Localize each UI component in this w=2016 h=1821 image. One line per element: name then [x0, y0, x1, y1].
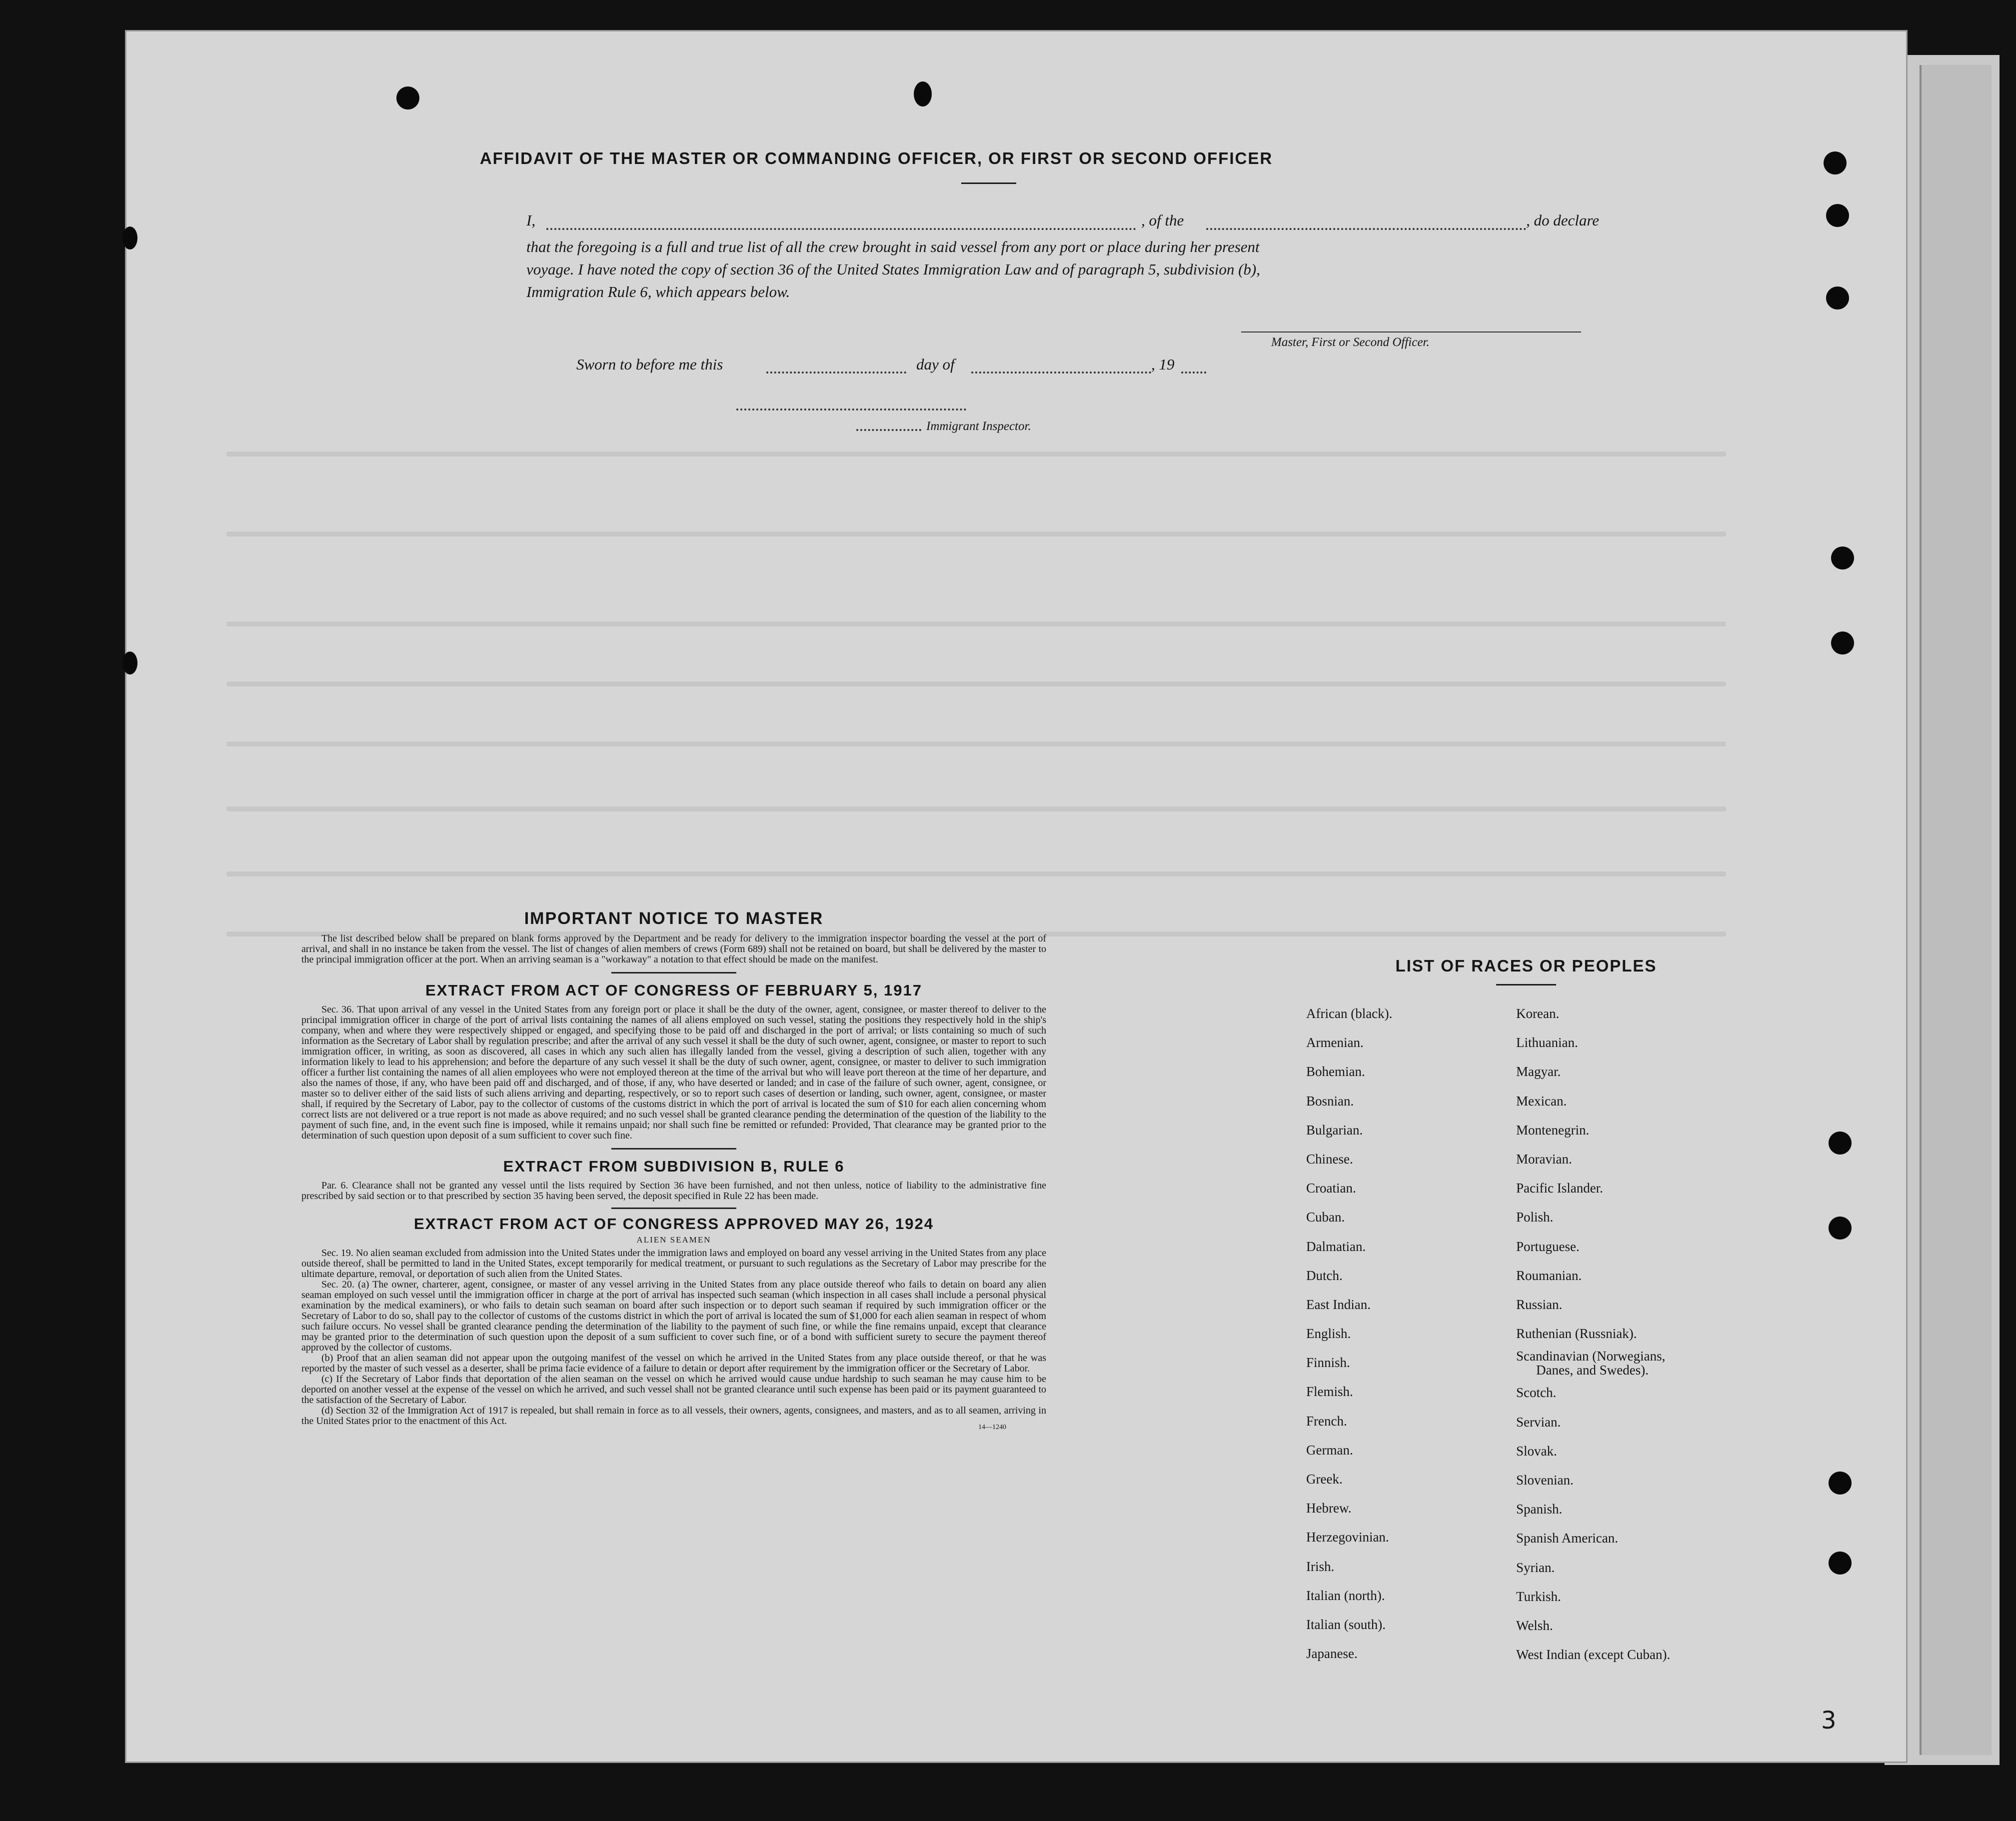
- day-of-label: day of: [916, 356, 955, 373]
- race-item: Croatian.: [1306, 1180, 1356, 1196]
- section-rule: [611, 1148, 736, 1150]
- sworn-label: Sworn to before me this: [576, 356, 723, 373]
- corner-mark: 3: [1821, 1706, 1837, 1734]
- race-item: Roumanian.: [1516, 1268, 1582, 1283]
- race-item: Herzegovinian.: [1306, 1530, 1389, 1545]
- race-item: Polish.: [1516, 1210, 1554, 1225]
- affidavit-title: AFFIDAVIT OF THE MASTER OR COMMANDING OFFICER, OR FIRST OR SECOND OFFICER: [479, 149, 1273, 168]
- races-title-rule: [1496, 984, 1556, 986]
- punch-hole: [1826, 204, 1849, 227]
- extract-rule6-text: Par. 6. Clearance shall not be granted any vessel until the lists required by Section 36 have been furnished, and not then unless, notice of liability to the administrative fine prescribed by said section or to that prescribed by section 35 having been served, the deposit specified in Rule 22 has been made.: [301, 1180, 1046, 1202]
- sec20a-text: Sec. 20. (a) The owner, charterer, agent, consignee, or master of any vessel arriving in the United States from any place outside thereof who fails to detain on board any alien seaman employed on such vessel until the immigration officer in charge at the port of arrival has inspected such seaman (which inspection in all cases shall include a personal physical examination by the medical examiners), or who fails to detain such seaman on board after such inspection or to deport such seaman if required by such immigration officer or the Secretary of Labor to do so, shall pay to the collector of customs of the customs district in which the port of arrival is located the sum of $1,000 for each alien seaman in respect of whom such failure occurs. No vessel shall be granted clearance pending the determination of the liability to the payment of such fine, or while the fine remains unpaid, except that clearance may be granted prior to the determination of such question upon the deposit of a sum sufficient to cover such fine, or of a bond with sufficient surety to secure the payment thereof approved by the collector of customs.: [301, 1279, 1046, 1353]
- extract-1924-title: EXTRACT FROM ACT OF CONGRESS APPROVED MAY 26, 1924: [414, 1215, 934, 1232]
- race-item: Armenian.: [1306, 1035, 1364, 1050]
- race-item: Bulgarian.: [1306, 1122, 1363, 1138]
- section-rule: [611, 972, 736, 974]
- race-item: Russian.: [1516, 1296, 1563, 1312]
- section-rule: [611, 1208, 736, 1209]
- form-number: 14—1240: [978, 1424, 1006, 1431]
- race-item: Greek.: [1306, 1472, 1343, 1486]
- extract-rule6-title: EXTRACT FROM SUBDIVISION B, RULE 6: [503, 1158, 845, 1175]
- bleed-through: [226, 682, 1726, 686]
- race-item: Hebrew.: [1306, 1500, 1352, 1516]
- punch-hole: [396, 86, 419, 110]
- race-item: Slovenian.: [1516, 1472, 1574, 1488]
- race-item: West Indian (except Cuban).: [1516, 1647, 1671, 1662]
- race-item: Bohemian.: [1306, 1064, 1365, 1080]
- race-item: Ruthenian (Russniak).: [1516, 1326, 1637, 1342]
- race-item: Dutch.: [1306, 1268, 1343, 1283]
- race-item: Italian (north).: [1306, 1588, 1385, 1603]
- notice-title: IMPORTANT NOTICE TO MASTER: [524, 909, 824, 928]
- race-item: Cuban.: [1306, 1210, 1345, 1225]
- punch-hole: [122, 226, 137, 250]
- extract-1917-text: Sec. 36. That upon arrival of any vessel in the United States from any foreign port or place it shall be the duty of the owner, agent, consignee, or master thereof to deliver to the principal immigration officer in charge of the port of arrival lists containing the names of all aliens employed on such vessel, stating the positions they respectively hold in the ship's company, when and where they were respectively shipped or engaged, and specifying those to be paid off and discharged in the port of arrival; or lists containing so much of such information as the Secretary of Labor shall by regulation prescribe; and after the arrival of any such vessel it shall be the duty of such owner, agent, consignee, or master to report to such immigration officer, in writing, as soon as discovered, all cases in which any such alien has illegally landed from the vessel, giving a description of such alien, together with any information likely to lead to his apprehension; and before the departure of any such vessel it shall be the duty of such owner, agent, consignee, or master to deliver to such immigration officer a further list containing the names of all alien employees who were not employed thereon at the time of the arrival but who will leave port thereon at the time of her departure, and also the names of those, if any, who have been paid off and discharged, and of those, if any, who have deserted or landed; and in case of the failure of such owner, agent, consignee, or master so to deliver either of the said lists of such aliens arriving and departing, respectively, or so to report such cases of desertion or landing, such owner, agent, consignee, or master shall, if required by the Secretary of Labor, pay to the collector of customs of the customs district in which the port of arrival is located the sum of $10 for each alien concerning whom correct lists are not delivered or a true report is not made as above required; and no such vessel shall be granted clearance pending the determination of the question of the liability to the payment of such fine, and, in the event such fine is imposed, while it remains unpaid; nor shall such fine be remitted or refunded: Provided, That clearance may be granted prior to the determination of such question upon deposit of a sum sufficient to cover such fine.: [301, 1004, 1046, 1141]
- sworn-day-blank[interactable]: [766, 372, 906, 374]
- bleed-through: [226, 452, 1726, 456]
- race-item: Pacific Islander.: [1516, 1180, 1603, 1196]
- race-item: Montenegrin.: [1516, 1122, 1590, 1138]
- year-blank[interactable]: [1181, 372, 1206, 374]
- race-item: Welsh.: [1516, 1618, 1553, 1633]
- race-item: Syrian.: [1516, 1560, 1555, 1575]
- sworn-month-blank[interactable]: [971, 372, 1151, 374]
- affidavit-line: that the foregoing is a full and true list of all the crew brought in said vessel from any port or place during her present: [526, 238, 1260, 256]
- sec20d-text: (d) Section 32 of the Immigration Act of 1917 is repealed, but shall remain in force as to all vessels, their owners, agents, consignees, and masters, and as to all seamen, arriving in the United States prior to the enactment of this Act.: [301, 1405, 1046, 1426]
- races-title: LIST OF RACES OR PEOPLES: [1395, 956, 1657, 975]
- inspector-dots: [856, 429, 921, 431]
- race-item: Finnish.: [1306, 1355, 1350, 1370]
- race-item: Irish.: [1306, 1558, 1335, 1574]
- affidavit-line: voyage. I have noted the copy of section 36 of the United States Immigration Law and of paragraph 5, subdivision (b),: [526, 260, 1260, 278]
- affidavit-of-the: , of the: [1141, 212, 1184, 229]
- race-item: Servian.: [1516, 1414, 1561, 1430]
- race-item: Scotch.: [1516, 1385, 1557, 1400]
- punch-hole: [1829, 1216, 1852, 1240]
- affidavit-body: [526, 236, 1626, 303]
- punch-hole: [914, 82, 932, 106]
- title-rule: [961, 182, 1016, 184]
- sec20c-text: (c) If the Secretary of Labor finds that deportation of the alien seaman on the vessel on which he arrived would cause undue hardship to such seaman he may cause him to be deported on another vessel at the expense of the vessel on which he arrived, and such vessel shall not be granted clearance until such expense has been paid or its payment guaranteed to the satisfaction of the Secretary of Labor.: [301, 1374, 1046, 1406]
- document-page: [125, 30, 1908, 1763]
- bleed-through: [226, 872, 1726, 876]
- race-item: Flemish.: [1306, 1384, 1353, 1400]
- master-signature-label: Master, First or Second Officer.: [1271, 336, 1430, 349]
- sec19-text: Sec. 19. No alien seaman excluded from admission into the United States under the immigration laws and employed on board any vessel arriving in the United States from any place outside thereof, shall be permitted to land in the United States, except temporarily for medical treatment, or pursuant to such regulations as the Secretary of Labor may prescribe for the ultimate departure, removal, or deportation of such alien from the United States.: [301, 1248, 1046, 1280]
- race-item: Japanese.: [1306, 1646, 1358, 1662]
- bleed-through: [226, 622, 1726, 626]
- race-item: Lithuanian.: [1516, 1035, 1578, 1050]
- race-item: Scandinavian (Norwegians, Danes, and Swedes).: [1516, 1348, 1670, 1378]
- punch-hole: [1831, 546, 1854, 570]
- race-item: Spanish American.: [1516, 1530, 1618, 1546]
- race-item: Italian (south).: [1306, 1616, 1386, 1632]
- race-item: Chinese.: [1306, 1151, 1353, 1166]
- punch-hole: [1829, 1132, 1852, 1154]
- race-item: Korean.: [1516, 1006, 1560, 1021]
- affidavit-declare: , do declare: [1526, 212, 1600, 229]
- race-item: Spanish.: [1516, 1502, 1563, 1517]
- race-item: English.: [1306, 1326, 1351, 1342]
- affidavit-line: Immigration Rule 6, which appears below.: [526, 283, 790, 300]
- races-right-column: [1516, 999, 1670, 1669]
- punch-hole: [1829, 1472, 1852, 1494]
- races-left-column: [1306, 999, 1392, 1668]
- sec20b-text: (b) Proof that an alien seaman did not appear upon the outgoing manifest of the vessel on which he arrived in the United States from any place outside thereof, or that he was reported by the master of such vessel as a deserter, shall be prima facie evidence of a failure to detain or deport after requirement by the immigration officer or the Secretary of Labor.: [301, 1352, 1046, 1374]
- race-item: Moravian.: [1516, 1151, 1572, 1166]
- name-blank[interactable]: [546, 228, 1136, 230]
- race-item-continuation: Danes, and Swedes).: [1536, 1362, 1649, 1378]
- race-item: Bosnian.: [1306, 1093, 1354, 1108]
- alien-seamen-subtitle: ALIEN SEAMEN: [636, 1235, 711, 1244]
- punch-hole: [1829, 1552, 1852, 1574]
- bleed-through: [226, 742, 1726, 746]
- punch-hole: [1826, 286, 1849, 310]
- inspector-label: Immigrant Inspector.: [926, 420, 1031, 433]
- race-item: African (black).: [1306, 1006, 1393, 1021]
- back-sheet-edge: [1920, 65, 1992, 1755]
- race-item: Mexican.: [1516, 1093, 1567, 1108]
- race-item: Turkish.: [1516, 1588, 1561, 1604]
- race-item: East Indian.: [1306, 1296, 1371, 1312]
- bleed-through: [226, 806, 1726, 812]
- race-item: Slovak.: [1516, 1443, 1557, 1458]
- inspector-signature-line[interactable]: [736, 408, 966, 410]
- extracts-column: [301, 909, 1046, 1432]
- affidavit-i: I,: [526, 212, 536, 229]
- vessel-blank[interactable]: [1206, 228, 1526, 230]
- race-item: French.: [1306, 1413, 1347, 1428]
- race-item: Magyar.: [1516, 1064, 1561, 1080]
- race-item: German.: [1306, 1442, 1353, 1458]
- race-item: Dalmatian.: [1306, 1238, 1366, 1254]
- punch-hole: [122, 652, 137, 674]
- bleed-through: [226, 532, 1726, 536]
- year-label: , 19: [1151, 356, 1175, 373]
- extract-1917-title: EXTRACT FROM ACT OF CONGRESS OF FEBRUARY 5, 1917: [425, 982, 922, 999]
- notice-text: The list described below shall be prepared on blank forms approved by the Department and be ready for delivery to the immigration inspector boarding the vessel at the port of arrival, and shall in no instance be taken from the vessel. The list of changes of alien members of crews (Form 689) shall not be retained on board, but shall be delivered by the master to the principal immigration officer at the port. When an arriving seaman is a "workaway" a notation to that effect should be made on the manifest.: [301, 933, 1046, 965]
- punch-hole: [1831, 632, 1854, 654]
- race-item: Portuguese.: [1516, 1238, 1580, 1254]
- punch-hole: [1824, 152, 1847, 174]
